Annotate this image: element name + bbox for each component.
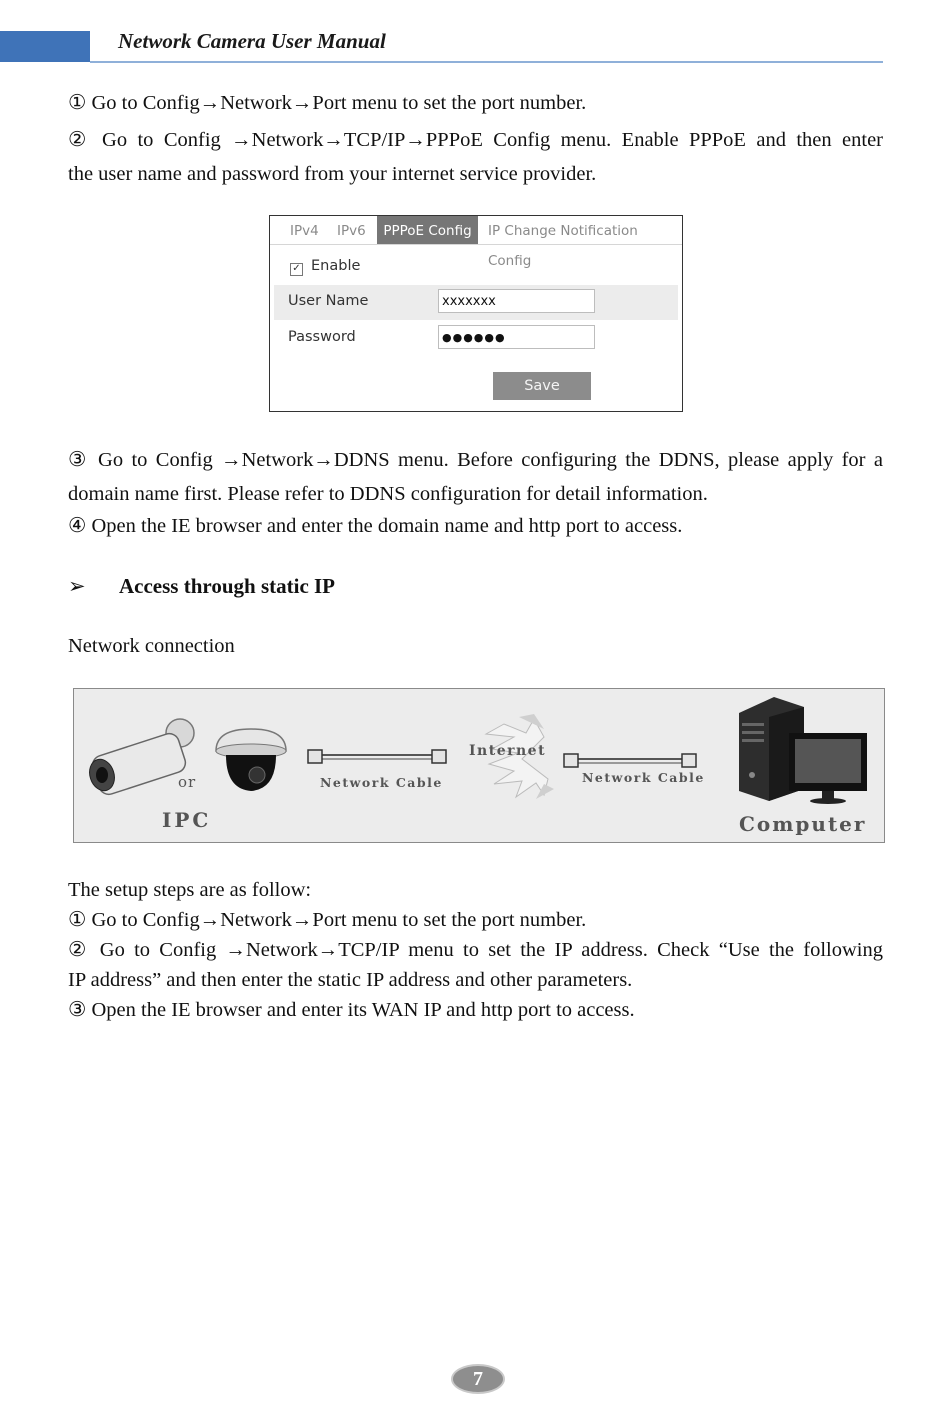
ddns-step-3-line-1: ③ Go to Config →Network→DDNS menu. Before configuring the DDNS, please apply for a [68,449,883,471]
diagram-computer-label: Computer [739,812,867,836]
diagram-internet-label: Internet [469,743,547,759]
diagram-or-label: or [178,773,197,791]
diagram-ipc-label: IPC [162,808,212,832]
save-button[interactable]: Save [493,372,591,400]
ddns-step-3 [68,443,883,511]
diagram-cable-label-1: Network Cable [320,775,443,790]
network-cable-icon-1 [308,750,446,763]
diagram-cable-label-2: Network Cable [582,770,705,785]
section-heading [68,574,335,599]
page-header-title: Network Camera User Manual [118,29,386,53]
ddns-step-3-line-2: domain name first. Please refer to DDNS configuration for detail information. [68,483,708,505]
tab-ipv6[interactable]: IPv6 [337,223,366,239]
ddns-step-4 [68,509,883,543]
password-label: Password [288,329,356,345]
username-row [274,285,678,320]
network-cable-icon-2 [564,754,696,767]
intro-step-1-text: ① Go to Config→Network→Port menu to set the port number. [68,92,587,114]
enable-checkbox[interactable]: ✓ [290,263,303,276]
enable-row [290,258,360,275]
network-diagram [73,688,885,843]
password-row [274,321,678,356]
section-heading-text: Access through static IP [119,574,336,598]
static-step-1: ① Go to Config→Network→Port menu to set the port number. [68,909,587,931]
intro-step-2-line-2: the user name and password from your internet service provider. [68,163,597,185]
static-step-2-line-2: IP address” and then enter the static IP address and other parameters. [68,969,633,991]
static-step-2-line-1: ② Go to Config →Network→TCP/IP menu to set the IP address. Check “Use the following [68,939,883,961]
username-label: User Name [288,293,369,309]
username-input[interactable]: xxxxxxx [438,289,595,313]
enable-label: Enable [311,258,361,274]
page-number: 7 [451,1364,505,1394]
tab-pppoe-config[interactable]: PPPoE Config [377,216,478,244]
pppoe-config-panel [269,215,683,412]
bullet-arrow-icon: ➢ [68,574,86,598]
intro-step-1 [68,86,883,120]
password-input[interactable]: ●●●●●● [438,325,595,349]
static-steps [68,875,883,1025]
header-divider [90,61,883,63]
header-accent-bar [0,31,90,62]
tab-ipv4[interactable]: IPv4 [290,223,319,239]
static-step-3: ③ Open the IE browser and enter its WAN IP and http port to access. [68,999,635,1021]
computer-icon [739,697,867,804]
ddns-step-4-text: ④ Open the IE browser and enter the domain name and http port to access. [68,515,683,537]
intro-step-2 [68,123,883,191]
network-connection-text: Network connection [68,635,235,657]
static-steps-intro: The setup steps are as follow: [68,879,312,901]
tab-ip-change-notification[interactable]: IP Change Notification Config [488,223,638,269]
network-connection-label [68,629,883,663]
dome-camera-icon [216,729,286,791]
intro-step-2-line-1: ② Go to Config →Network→TCP/IP→PPPoE Config menu. Enable PPPoE and then enter [68,129,883,151]
